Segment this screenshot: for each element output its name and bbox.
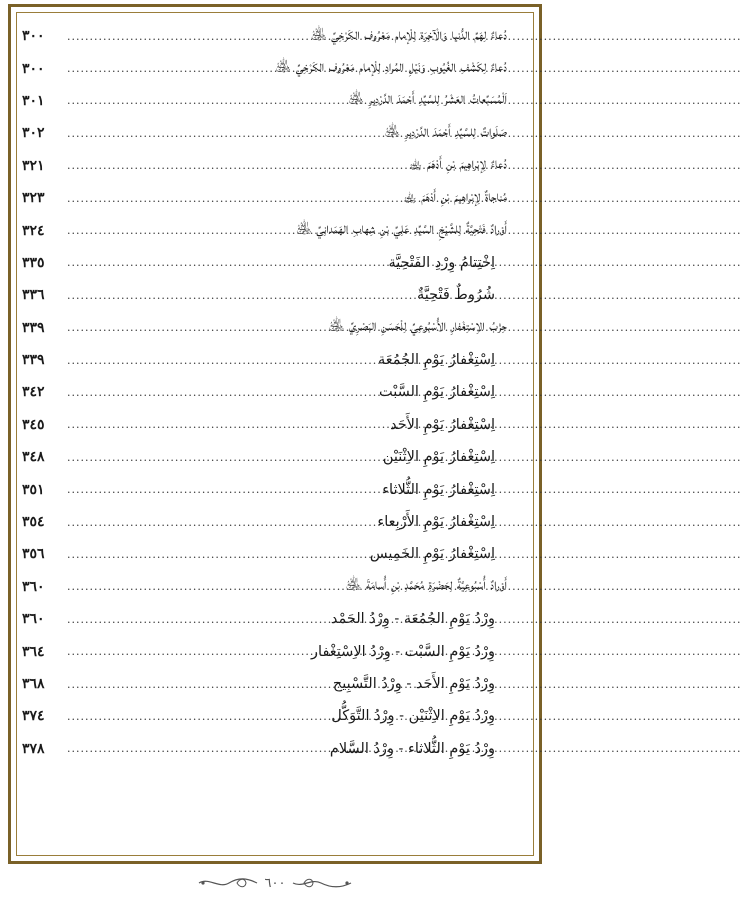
toc-entry[interactable] <box>22 733 507 765</box>
toc-entry[interactable] <box>22 441 507 473</box>
toc-dot-leader <box>67 710 328 723</box>
toc-dot-leader <box>67 159 406 172</box>
toc-entry[interactable] <box>22 312 507 344</box>
toc-entry[interactable] <box>22 214 507 246</box>
toc-entry-title: وِرْدُ يَوْمِ الجُمُعَة - وِرْدُ الحَمْد <box>330 611 495 628</box>
toc-dot-leader <box>67 451 380 464</box>
toc-entry-page: ٣٠٠ <box>22 28 45 45</box>
toc-entry-title: صَلَواتٌ لِلسَّيِّدِ أَحْمَدَ الدَّرْدِيرِ ﵁ <box>384 123 507 140</box>
toc-entry-title: أَوْرادٌ فَتْحِيَّةٌ لِلشَّيْخِ السَّيِّدِ عَلِيِّ بْنِ شِهابِ الهَمَدانِيِّ ﵁ <box>295 221 507 238</box>
toc-entry-title: شُرُوطٌ فَتْحِيَّةٌ <box>417 287 495 304</box>
toc-entry-title: مُناجاةٌ لِإبْراهِيمَ بْنِ أَدْهَمَ ﵀ <box>403 188 507 205</box>
toc-entry-page: ٣٧٨ <box>22 740 45 757</box>
toc-dot-leader <box>67 580 343 593</box>
toc-entry[interactable] <box>22 603 507 635</box>
toc-entry-title: اِخْتِتامُ وِرْدِ الفَتْحِيَّة <box>388 254 495 271</box>
toc-entry-title: اِسْتِغْفارُ يَوْمِ الأَحَد <box>390 416 495 433</box>
page-number: ٦٠٠ <box>264 875 286 891</box>
toc-entry-page: ٣٣٩ <box>22 352 45 369</box>
toc-entry[interactable] <box>22 506 507 538</box>
toc-entry-title: اِسْتِغْفارُ يَوْمِ الجُمُعَة <box>378 352 495 369</box>
toc-entry[interactable] <box>22 538 507 570</box>
toc-entry-page: ٣٢٣ <box>22 190 45 207</box>
toc-dot-leader <box>67 548 367 561</box>
toc-entry-page: ٣٢١ <box>22 157 45 174</box>
toc-entry[interactable] <box>22 150 507 182</box>
toc-entry-title: اِسْتِغْفارُ يَوْمِ الثُّلاثاء <box>382 481 495 498</box>
toc-entry[interactable] <box>22 279 507 311</box>
toc-entry-title: وِرْدُ يَوْمِ السَّبْت - وِرْدُ الاِسْتِغْفار <box>311 643 495 660</box>
toc-entry-page: ٣٦٠ <box>22 578 45 595</box>
toc-dot-leader <box>67 224 293 237</box>
toc-dot-leader <box>67 418 387 431</box>
toc-entry-page: ٣٤٨ <box>22 449 45 466</box>
toc-dot-leader <box>67 192 400 205</box>
toc-entry-title: وِرْدُ يَوْمِ الثُّلاثاء - وِرْدُ السَّلام <box>329 740 495 757</box>
toc-dot-leader <box>67 256 386 269</box>
toc-entry-title: حِزْبُ الاِسْتِغْفارِ الأُسْبُوعِيِّ لِلْحَسَنِ البَصْرِيِّ ﵁ <box>328 318 507 335</box>
toc-entry-title: اِسْتِغْفارُ يَوْمِ الأَرْبِعاء <box>377 514 495 531</box>
toc-entry[interactable] <box>22 85 507 117</box>
page-footer <box>0 870 550 896</box>
toc-entry-title: اِسْتِغْفارُ يَوْمِ الخَمِيس <box>369 546 495 563</box>
toc-dot-leader <box>67 483 379 496</box>
toc-entry-title: دُعاءٌ لِإبْراهِيمَ بْنِ أَدْهَمَ ﵀ <box>409 156 507 173</box>
toc-entry-page: ٣٦٨ <box>22 676 45 692</box>
toc-entry-page: ٣٦٠ <box>22 611 45 628</box>
toc-entry-page: ٣٥٤ <box>22 514 45 531</box>
left-ornament-icon <box>197 876 259 890</box>
toc-entry-title: وِرْدُ يَوْمِ الاِثْنَيْن - وِرْدُ التَّوَكُّل <box>331 708 495 725</box>
toc-entry-page: ٣٣٦ <box>22 287 45 304</box>
toc-dot-leader <box>67 127 381 140</box>
toc-entry-page: ٣٥١ <box>22 481 45 498</box>
toc-entry[interactable] <box>22 52 507 84</box>
toc-entry-page: ٣٥٦ <box>22 546 45 563</box>
toc-entry-page: ٣٤٢ <box>22 384 45 401</box>
toc-dot-leader <box>67 678 330 691</box>
toc-entry-page: ٣٣٩ <box>22 319 45 336</box>
right-ornament-icon <box>291 876 353 890</box>
toc-entry-title: وِرْدُ يَوْمِ الأَحَد - وِرْدُ التَّسْبِيح <box>332 676 495 692</box>
toc-entry-title: اِسْتِغْفارُ يَوْمِ الاِثْنَيْن <box>382 449 495 466</box>
toc-dot-leader <box>67 30 308 43</box>
toc-dot-leader <box>67 386 376 399</box>
toc-entry-page: ٣٠٠ <box>22 60 45 77</box>
toc-entry-title: دُعاءٌ لِهَمِّ الدُّنيا وَالْآخِرَة لِلْإمام مَعْرُوف الكَرْخِيِّ ﵁ <box>310 26 507 43</box>
toc-entry-page: ٣٦٤ <box>22 643 45 660</box>
toc-entry[interactable] <box>22 635 507 667</box>
toc-dot-leader <box>67 321 326 334</box>
toc-entry[interactable] <box>22 700 507 732</box>
toc-entry[interactable] <box>22 344 507 376</box>
toc-entry-page: ٣٧٤ <box>22 708 45 725</box>
toc-dot-leader <box>67 742 327 755</box>
toc-entry-page: ٣٤٥ <box>22 416 45 433</box>
toc-dot-leader <box>67 645 308 658</box>
toc-dot-leader <box>67 94 345 107</box>
toc-entry-title: أَوْرادٌ أُسْبُوعِيَّةٌ لِحَضْرَةِ مُحَمَّدِ بْنِ أُسامَةَ ﵁ <box>345 577 507 594</box>
table-of-contents <box>22 20 507 765</box>
toc-entry-page: ٣٢٤ <box>22 222 45 239</box>
toc-entry[interactable] <box>22 668 507 700</box>
toc-dot-leader <box>67 62 272 75</box>
toc-dot-leader <box>67 354 375 367</box>
toc-entry-page: ٣٠١ <box>22 92 45 109</box>
toc-entry-title: اِسْتِغْفارُ يَوْمِ السَّبْت <box>378 384 495 401</box>
toc-dot-leader <box>67 289 414 302</box>
toc-entry-page: ٣٠٢ <box>22 125 45 142</box>
toc-entry[interactable] <box>22 473 507 505</box>
toc-dot-leader <box>67 516 374 529</box>
toc-entry[interactable] <box>22 20 507 52</box>
toc-entry[interactable] <box>22 409 507 441</box>
toc-entry-title: اَلْمُسَبِّعاتُ العَشْرُ لِلسَّيِّدِ أَحْمَدَ الدَّرْدِيرِ ﵁ <box>348 91 507 108</box>
toc-entry[interactable] <box>22 117 507 149</box>
toc-entry[interactable] <box>22 247 507 279</box>
toc-entry[interactable] <box>22 571 507 603</box>
toc-entry-title: دُعاءٌ لِكَشْفِ الغُيُوبِ وَنَيْلِ المُرادِ لِلْإمام مَعْرُوف الكَرْخِيِّ ﵁ <box>275 59 507 76</box>
toc-entry-page: ٣٣٥ <box>22 254 45 271</box>
toc-entry[interactable] <box>22 182 507 214</box>
toc-dot-leader <box>67 613 328 626</box>
toc-entry[interactable] <box>22 376 507 408</box>
